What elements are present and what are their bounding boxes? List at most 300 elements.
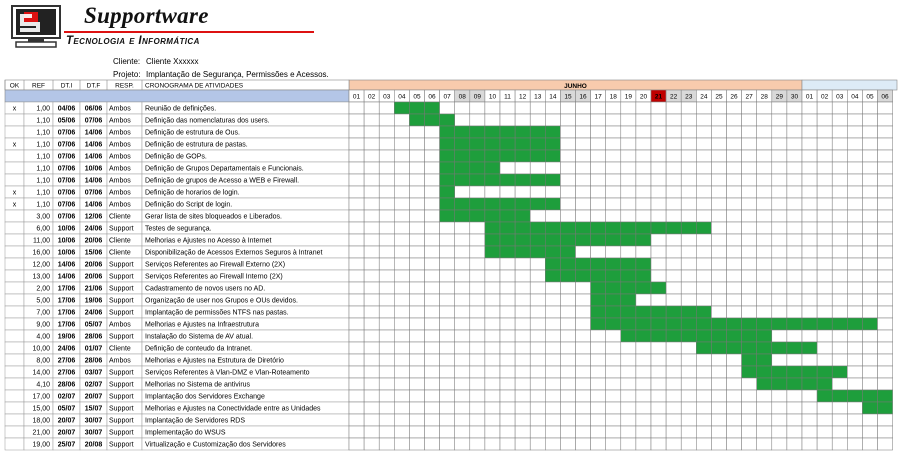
gantt-bar-cell [651, 306, 666, 318]
gantt-empty-cell [681, 390, 696, 402]
gantt-empty-cell [832, 102, 847, 114]
gantt-empty-cell [802, 102, 817, 114]
gantt-empty-cell [409, 402, 424, 414]
gantt-empty-cell [847, 330, 862, 342]
gantt-empty-cell [727, 366, 742, 378]
gantt-empty-cell [862, 102, 877, 114]
gantt-empty-cell [606, 438, 621, 450]
row-activity: Implantação de permissões NTFS nas pastas. [145, 309, 289, 317]
gantt-empty-cell [409, 222, 424, 234]
gantt-empty-cell [364, 366, 379, 378]
gantt-bar-cell [878, 390, 893, 402]
gantt-bar-cell [591, 294, 606, 306]
row-responsible: Support [109, 369, 134, 377]
gantt-empty-cell [727, 414, 742, 426]
gantt-empty-cell [878, 270, 893, 282]
row-ref: 4,00 [36, 333, 50, 341]
row-responsible: Support [109, 417, 134, 425]
gantt-empty-cell [530, 366, 545, 378]
gantt-bar-cell [742, 342, 757, 354]
gantt-bar-cell [727, 318, 742, 330]
gantt-empty-cell [651, 198, 666, 210]
gantt-empty-cell [425, 246, 440, 258]
gantt-empty-cell [364, 318, 379, 330]
row-responsible: Ambos [109, 165, 131, 173]
gantt-empty-cell [530, 210, 545, 222]
day-label: 09 [473, 93, 481, 101]
gantt-bar-cell [681, 222, 696, 234]
row-ref: 1,00 [36, 105, 50, 113]
gantt-empty-cell [878, 438, 893, 450]
gantt-empty-cell [832, 126, 847, 138]
gantt-empty-cell [727, 294, 742, 306]
table-cell [5, 318, 24, 330]
gantt-bar-cell [455, 162, 470, 174]
gantt-empty-cell [832, 162, 847, 174]
row-end-date: 21/06 [84, 285, 103, 293]
gantt-empty-cell [591, 198, 606, 210]
gantt-empty-cell [515, 330, 530, 342]
gantt-empty-cell [878, 318, 893, 330]
gantt-empty-cell [696, 414, 711, 426]
row-end-date: 15/06 [84, 249, 103, 257]
gantt-empty-cell [425, 150, 440, 162]
gantt-empty-cell [727, 114, 742, 126]
gantt-empty-cell [787, 150, 802, 162]
gantt-empty-cell [576, 210, 591, 222]
gantt-empty-cell [364, 102, 379, 114]
gantt-bar-cell [862, 318, 877, 330]
gantt-bar-cell [515, 150, 530, 162]
gantt-empty-cell [485, 330, 500, 342]
gantt-bar-cell [485, 210, 500, 222]
gantt-empty-cell [425, 414, 440, 426]
gantt-empty-cell [606, 210, 621, 222]
gantt-empty-cell [545, 390, 560, 402]
gantt-empty-cell [636, 414, 651, 426]
gantt-empty-cell [364, 306, 379, 318]
gantt-bar-cell [455, 210, 470, 222]
gantt-empty-cell [379, 174, 394, 186]
gantt-empty-cell [696, 426, 711, 438]
gantt-empty-cell [681, 426, 696, 438]
row-responsible: Cliente [109, 237, 131, 245]
gantt-empty-cell [364, 246, 379, 258]
gantt-empty-cell [862, 174, 877, 186]
row-end-date: 02/07 [84, 381, 103, 389]
gantt-empty-cell [560, 294, 575, 306]
gantt-empty-cell [394, 306, 409, 318]
gantt-empty-cell [409, 186, 424, 198]
gantt-empty-cell [651, 366, 666, 378]
gantt-empty-cell [757, 246, 772, 258]
gantt-empty-cell [425, 162, 440, 174]
gantt-empty-cell [696, 126, 711, 138]
row-activity: Definição de grupos de Acesso a WEB e Firewall. [145, 177, 300, 185]
gantt-empty-cell [862, 186, 877, 198]
row-responsible: Ambos [109, 105, 131, 113]
gantt-empty-cell [696, 198, 711, 210]
gantt-empty-cell [560, 186, 575, 198]
gantt-empty-cell [621, 126, 636, 138]
gantt-empty-cell [847, 234, 862, 246]
row-end-date: 28/06 [84, 357, 103, 365]
row-end-date: 20/08 [84, 441, 103, 449]
gantt-empty-cell [727, 138, 742, 150]
gantt-empty-cell [832, 174, 847, 186]
gantt-empty-cell [651, 246, 666, 258]
gantt-empty-cell [681, 174, 696, 186]
gantt-empty-cell [440, 282, 455, 294]
gantt-empty-cell [862, 150, 877, 162]
gantt-empty-cell [878, 414, 893, 426]
gantt-empty-cell [696, 234, 711, 246]
gantt-empty-cell [832, 414, 847, 426]
gantt-empty-cell [409, 258, 424, 270]
gantt-bar-cell [727, 330, 742, 342]
gantt-empty-cell [394, 234, 409, 246]
gantt-empty-cell [379, 414, 394, 426]
gantt-bar-cell [636, 234, 651, 246]
gantt-bar-cell [530, 234, 545, 246]
gantt-empty-cell [576, 114, 591, 126]
gantt-empty-cell [379, 210, 394, 222]
gantt-empty-cell [545, 330, 560, 342]
gantt-empty-cell [409, 198, 424, 210]
day-label: 06 [428, 93, 436, 101]
gantt-empty-cell [847, 378, 862, 390]
day-label: 04 [851, 93, 859, 101]
table-cell [5, 174, 24, 186]
gantt-empty-cell [862, 138, 877, 150]
gantt-empty-cell [666, 114, 681, 126]
gantt-empty-cell [576, 294, 591, 306]
gantt-empty-cell [455, 318, 470, 330]
gantt-empty-cell [606, 378, 621, 390]
gantt-empty-cell [425, 318, 440, 330]
gantt-empty-cell [832, 330, 847, 342]
gantt-bar-cell [500, 198, 515, 210]
gantt-empty-cell [409, 282, 424, 294]
gantt-empty-cell [636, 162, 651, 174]
client-value: Cliente Xxxxxx [146, 57, 199, 66]
row-start-date: 20/07 [57, 429, 76, 437]
gantt-empty-cell [409, 234, 424, 246]
gantt-empty-cell [832, 138, 847, 150]
gantt-empty-cell [425, 282, 440, 294]
gantt-empty-cell [515, 258, 530, 270]
gantt-bar-cell [621, 258, 636, 270]
gantt-bar-cell [666, 222, 681, 234]
gantt-empty-cell [757, 414, 772, 426]
gantt-empty-cell [591, 438, 606, 450]
gantt-empty-cell [379, 390, 394, 402]
gantt-empty-cell [772, 186, 787, 198]
row-ref: 1,10 [36, 177, 50, 185]
gantt-empty-cell [832, 210, 847, 222]
gantt-empty-cell [666, 282, 681, 294]
column-header-3: DT.F [86, 82, 101, 90]
gantt-empty-cell [862, 282, 877, 294]
gantt-bar-cell [530, 198, 545, 210]
gantt-empty-cell [485, 306, 500, 318]
gantt-empty-cell [651, 258, 666, 270]
row-start-date: 10/06 [57, 225, 76, 233]
gantt-empty-cell [364, 438, 379, 450]
day-label: 12 [519, 93, 527, 101]
gantt-empty-cell [349, 270, 364, 282]
row-activity: Disponibilização de Acessos Externos Seguros à Intranet [145, 249, 323, 257]
gantt-empty-cell [772, 114, 787, 126]
gantt-empty-cell [817, 162, 832, 174]
gantt-empty-cell [545, 402, 560, 414]
gantt-empty-cell [545, 294, 560, 306]
gantt-bar-cell [757, 318, 772, 330]
gantt-empty-cell [651, 114, 666, 126]
gantt-empty-cell [470, 330, 485, 342]
gantt-empty-cell [832, 294, 847, 306]
gantt-empty-cell [576, 378, 591, 390]
gantt-empty-cell [817, 342, 832, 354]
gantt-bar-cell [576, 222, 591, 234]
gantt-empty-cell [470, 342, 485, 354]
gantt-empty-cell [832, 186, 847, 198]
gantt-bar-cell [757, 342, 772, 354]
gantt-bar-cell [636, 258, 651, 270]
row-start-date: 28/06 [57, 381, 76, 389]
gantt-empty-cell [560, 138, 575, 150]
gantt-empty-cell [560, 390, 575, 402]
gantt-bar-cell [606, 318, 621, 330]
gantt-empty-cell [364, 402, 379, 414]
gantt-empty-cell [500, 426, 515, 438]
gantt-empty-cell [787, 198, 802, 210]
gantt-empty-cell [772, 330, 787, 342]
table-cell [5, 150, 24, 162]
row-ref: 2,00 [36, 285, 50, 293]
gantt-empty-cell [485, 414, 500, 426]
row-start-date: 17/06 [57, 309, 76, 317]
gantt-empty-cell [711, 210, 726, 222]
gantt-empty-cell [666, 138, 681, 150]
row-responsible: Support [109, 333, 134, 341]
row-responsible: Support [109, 225, 134, 233]
gantt-empty-cell [727, 306, 742, 318]
row-end-date: 07/06 [84, 117, 103, 125]
gantt-empty-cell [651, 186, 666, 198]
row-start-date: 10/06 [57, 249, 76, 257]
gantt-empty-cell [862, 162, 877, 174]
day-label: 27 [745, 93, 753, 101]
gantt-empty-cell [711, 234, 726, 246]
gantt-bar-cell [636, 318, 651, 330]
gantt-empty-cell [500, 366, 515, 378]
gantt-empty-cell [742, 294, 757, 306]
gantt-empty-cell [772, 138, 787, 150]
gantt-empty-cell [757, 222, 772, 234]
gantt-empty-cell [440, 306, 455, 318]
gantt-empty-cell [666, 102, 681, 114]
gantt-bar-cell [440, 174, 455, 186]
gantt-bar-cell [621, 222, 636, 234]
row-start-date: 24/06 [57, 345, 76, 353]
gantt-empty-cell [666, 162, 681, 174]
gantt-empty-cell [696, 270, 711, 282]
gantt-empty-cell [621, 342, 636, 354]
gantt-empty-cell [349, 210, 364, 222]
gantt-empty-cell [757, 234, 772, 246]
row-start-date: 02/07 [57, 393, 76, 401]
gantt-bar-cell [560, 246, 575, 258]
row-activity: Melhorias e Ajustes no Acesso à Internet [145, 237, 272, 245]
gantt-empty-cell [666, 342, 681, 354]
row-activity: Implantação dos Servidores Exchange [145, 393, 265, 401]
row-activity: Definição de estrutura de Ous. [145, 129, 240, 137]
gantt-bar-cell [440, 210, 455, 222]
gantt-empty-cell [787, 402, 802, 414]
gantt-bar-cell [485, 126, 500, 138]
gantt-empty-cell [666, 414, 681, 426]
gantt-empty-cell [455, 390, 470, 402]
gantt-empty-cell [409, 270, 424, 282]
gantt-empty-cell [545, 282, 560, 294]
gantt-empty-cell [545, 342, 560, 354]
gantt-bar-cell [606, 234, 621, 246]
project-value: Implantação de Segurança, Permissões e Acessos. [146, 70, 329, 79]
row-activity: Instalação do Sistema de AV atual. [145, 333, 254, 341]
row-end-date: 12/06 [84, 213, 103, 221]
gantt-empty-cell [787, 390, 802, 402]
gantt-empty-cell [817, 138, 832, 150]
gantt-empty-cell [862, 126, 877, 138]
gantt-bar-cell [515, 174, 530, 186]
row-ok-mark: x [12, 141, 17, 149]
gantt-bar-cell [696, 342, 711, 354]
gantt-empty-cell [379, 246, 394, 258]
gantt-empty-cell [681, 246, 696, 258]
gantt-empty-cell [666, 234, 681, 246]
gantt-empty-cell [742, 114, 757, 126]
gantt-bar-cell [576, 258, 591, 270]
gantt-empty-cell [832, 306, 847, 318]
gantt-empty-cell [666, 186, 681, 198]
gantt-empty-cell [455, 366, 470, 378]
day-label: 18 [609, 93, 617, 101]
gantt-empty-cell [485, 366, 500, 378]
gantt-empty-cell [847, 222, 862, 234]
gantt-empty-cell [711, 354, 726, 366]
row-start-date: 14/06 [57, 273, 76, 281]
gantt-empty-cell [711, 378, 726, 390]
gantt-empty-cell [455, 306, 470, 318]
gantt-empty-cell [817, 246, 832, 258]
gantt-bar-cell [560, 270, 575, 282]
gantt-empty-cell [681, 438, 696, 450]
gantt-empty-cell [545, 186, 560, 198]
gantt-bar-cell [757, 354, 772, 366]
gantt-empty-cell [394, 150, 409, 162]
gantt-bar-cell [696, 222, 711, 234]
gantt-empty-cell [606, 354, 621, 366]
gantt-empty-cell [530, 378, 545, 390]
gantt-empty-cell [711, 150, 726, 162]
gantt-empty-cell [485, 114, 500, 126]
row-start-date: 07/06 [57, 141, 76, 149]
gantt-empty-cell [681, 402, 696, 414]
gantt-bar-cell [470, 162, 485, 174]
gantt-empty-cell [787, 102, 802, 114]
gantt-empty-cell [847, 294, 862, 306]
gantt-empty-cell [787, 258, 802, 270]
gantt-bar-cell [606, 294, 621, 306]
row-activity: Melhorias no Sistema de antivirus [145, 381, 251, 389]
gantt-empty-cell [711, 222, 726, 234]
day-label: 13 [534, 93, 542, 101]
row-ref: 4,10 [36, 381, 50, 389]
row-responsible: Support [109, 381, 134, 389]
gantt-empty-cell [591, 426, 606, 438]
gantt-empty-cell [847, 114, 862, 126]
gantt-empty-cell [349, 438, 364, 450]
gantt-empty-cell [817, 234, 832, 246]
gantt-empty-cell [802, 138, 817, 150]
gantt-empty-cell [394, 438, 409, 450]
table-cell [5, 114, 24, 126]
gantt-bar-cell [802, 366, 817, 378]
gantt-empty-cell [349, 198, 364, 210]
gantt-empty-cell [862, 438, 877, 450]
gantt-empty-cell [727, 246, 742, 258]
row-end-date: 14/06 [84, 201, 103, 209]
gantt-empty-cell [832, 342, 847, 354]
row-start-date: 14/06 [57, 261, 76, 269]
gantt-empty-cell [485, 378, 500, 390]
gantt-empty-cell [711, 162, 726, 174]
row-end-date: 01/07 [84, 345, 103, 353]
gantt-empty-cell [500, 414, 515, 426]
row-ref: 1,10 [36, 153, 50, 161]
gantt-empty-cell [576, 174, 591, 186]
row-responsible: Support [109, 273, 134, 281]
gantt-bar-cell [621, 306, 636, 318]
gantt-empty-cell [591, 114, 606, 126]
gantt-empty-cell [440, 390, 455, 402]
gantt-empty-cell [742, 270, 757, 282]
gantt-empty-cell [878, 222, 893, 234]
gantt-empty-cell [349, 174, 364, 186]
gantt-empty-cell [560, 150, 575, 162]
gantt-empty-cell [425, 198, 440, 210]
gantt-empty-cell [696, 438, 711, 450]
gantt-empty-cell [696, 114, 711, 126]
row-end-date: 06/06 [84, 105, 103, 113]
gantt-empty-cell [636, 198, 651, 210]
gantt-empty-cell [651, 138, 666, 150]
gantt-empty-cell [606, 330, 621, 342]
gantt-empty-cell [696, 102, 711, 114]
gantt-empty-cell [847, 174, 862, 186]
row-activity: Serviços Referentes à Vlan-DMZ e Vlan-Roteamento [145, 369, 310, 377]
gantt-empty-cell [455, 438, 470, 450]
gantt-empty-cell [455, 414, 470, 426]
gantt-empty-cell [847, 198, 862, 210]
gantt-empty-cell [862, 258, 877, 270]
gantt-empty-cell [349, 354, 364, 366]
gantt-empty-cell [636, 390, 651, 402]
gantt-empty-cell [802, 282, 817, 294]
gantt-empty-cell [349, 282, 364, 294]
gantt-empty-cell [666, 258, 681, 270]
